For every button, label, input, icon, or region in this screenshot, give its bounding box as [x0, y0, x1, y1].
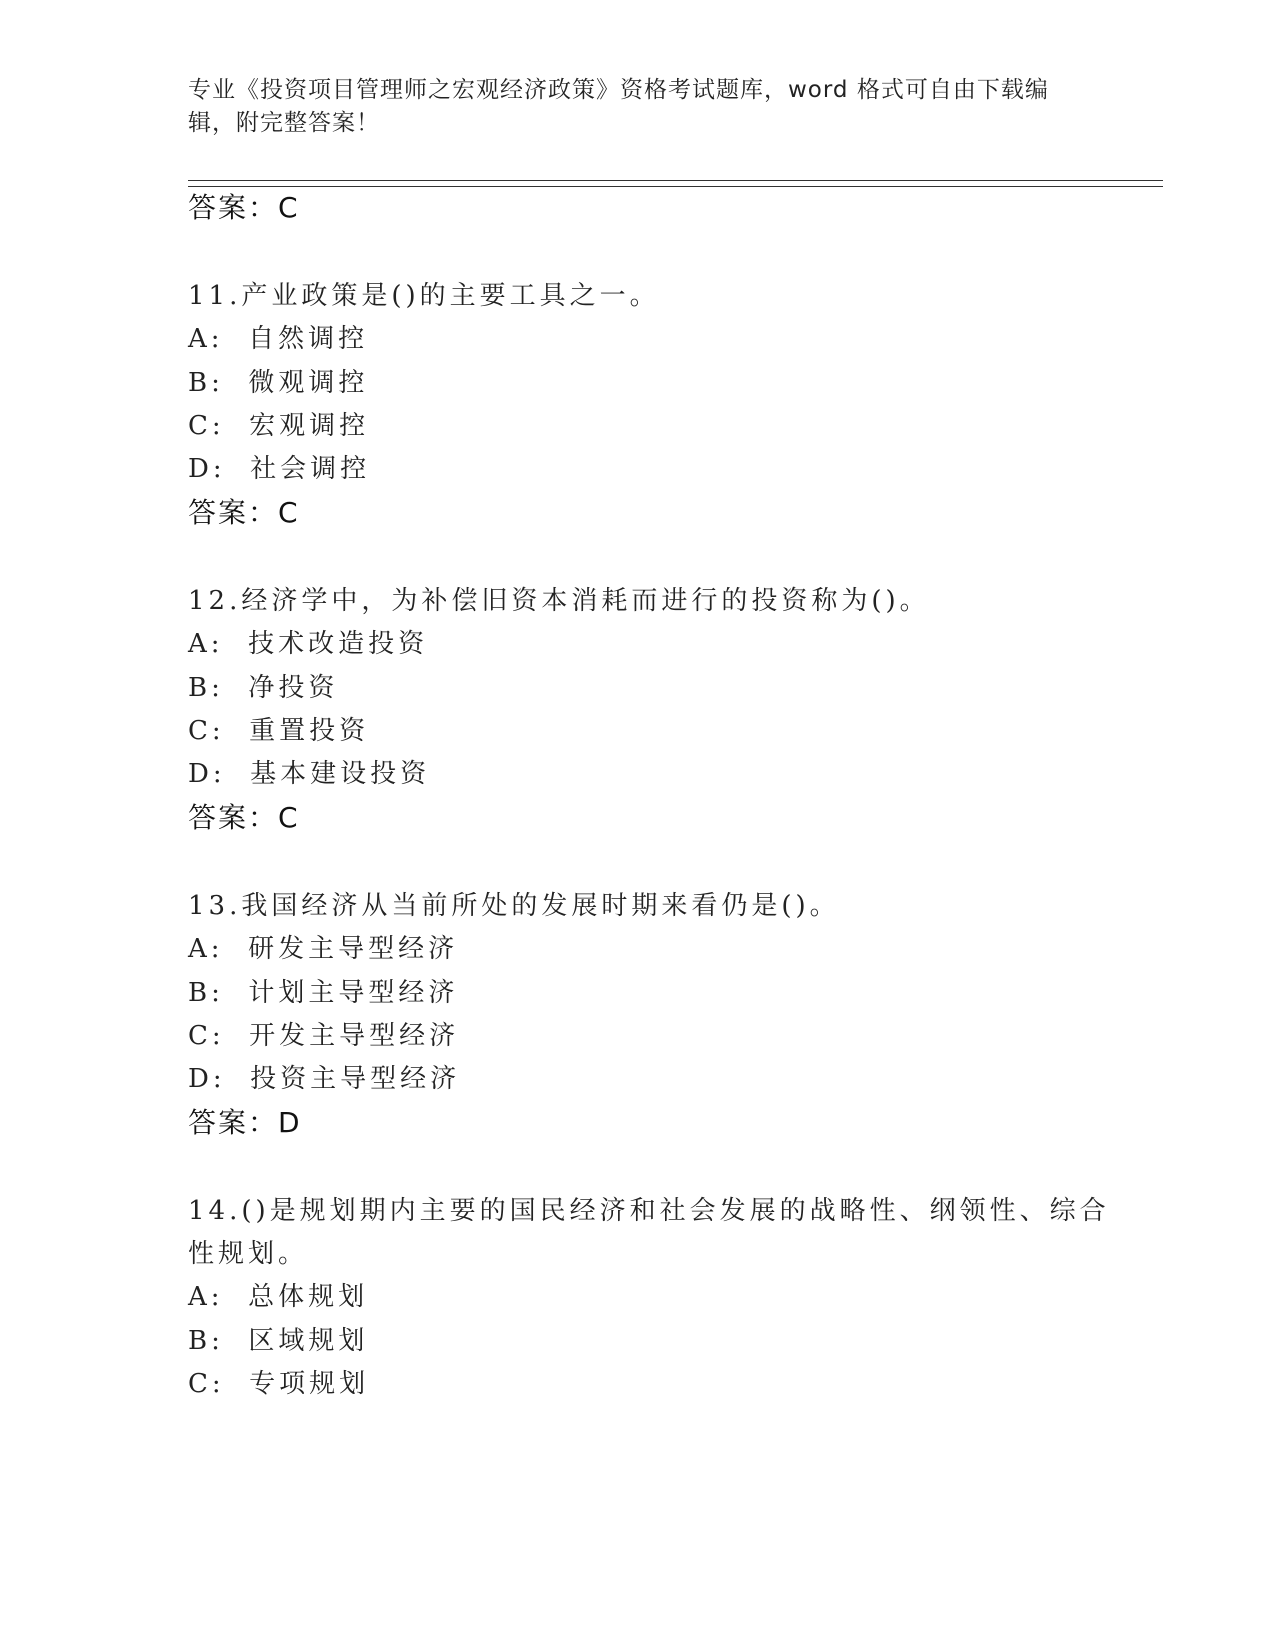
question-11-option-b: B: 微观调控	[188, 368, 369, 398]
header-divider-top	[188, 180, 1163, 181]
answer-prev: 答案：C	[188, 191, 300, 224]
question-12-option-c: C: 重置投资	[188, 716, 370, 746]
question-11-answer: 答案：C	[188, 496, 300, 529]
question-14-option-b: B: 区域规划	[188, 1326, 369, 1356]
question-14-option-a: A: 总体规划	[188, 1282, 369, 1312]
question-14-option-c: C: 专项规划	[188, 1369, 370, 1399]
question-11-stem: 11.产业政策是()的主要工具之一。	[188, 281, 660, 311]
document-header	[188, 74, 1088, 140]
header-divider-bottom	[188, 186, 1163, 187]
question-12-stem: 12.经济学中，为补偿旧资本消耗而进行的投资称为()。	[188, 586, 930, 616]
question-13-option-d: D: 投资主导型经济	[188, 1064, 461, 1094]
question-11-option-d: D: 社会调控	[188, 454, 371, 484]
question-13-option-c: C: 开发主导型经济	[188, 1021, 460, 1051]
question-12-option-d: D: 基本建设投资	[188, 759, 431, 789]
question-12-answer: 答案：C	[188, 801, 300, 834]
question-12-option-a: A: 技术改造投资	[188, 629, 429, 659]
question-11-option-c: C: 宏观调控	[188, 411, 370, 441]
header-line-2: 辑，附完整答案！	[188, 110, 380, 136]
question-13-option-b: B: 计划主导型经济	[188, 978, 459, 1008]
question-13-stem: 13.我国经济从当前所处的发展时期来看仍是()。	[188, 891, 840, 921]
question-11-option-a: A: 自然调控	[188, 324, 369, 354]
header-line-1: 专业《投资项目管理师之宏观经济政策》资格考试题库，word 格式可自由下载编	[188, 77, 1049, 103]
question-13-answer: 答案：D	[188, 1106, 302, 1139]
question-13-option-a: A: 研发主导型经济	[188, 934, 459, 964]
question-12-option-b: B: 净投资	[188, 673, 339, 703]
question-14-stem-line-2: 性规划。	[188, 1239, 309, 1269]
question-14-stem-line-1: 14.()是规划期内主要的国民经济和社会发展的战略性、纲领性、综合	[188, 1196, 1110, 1226]
